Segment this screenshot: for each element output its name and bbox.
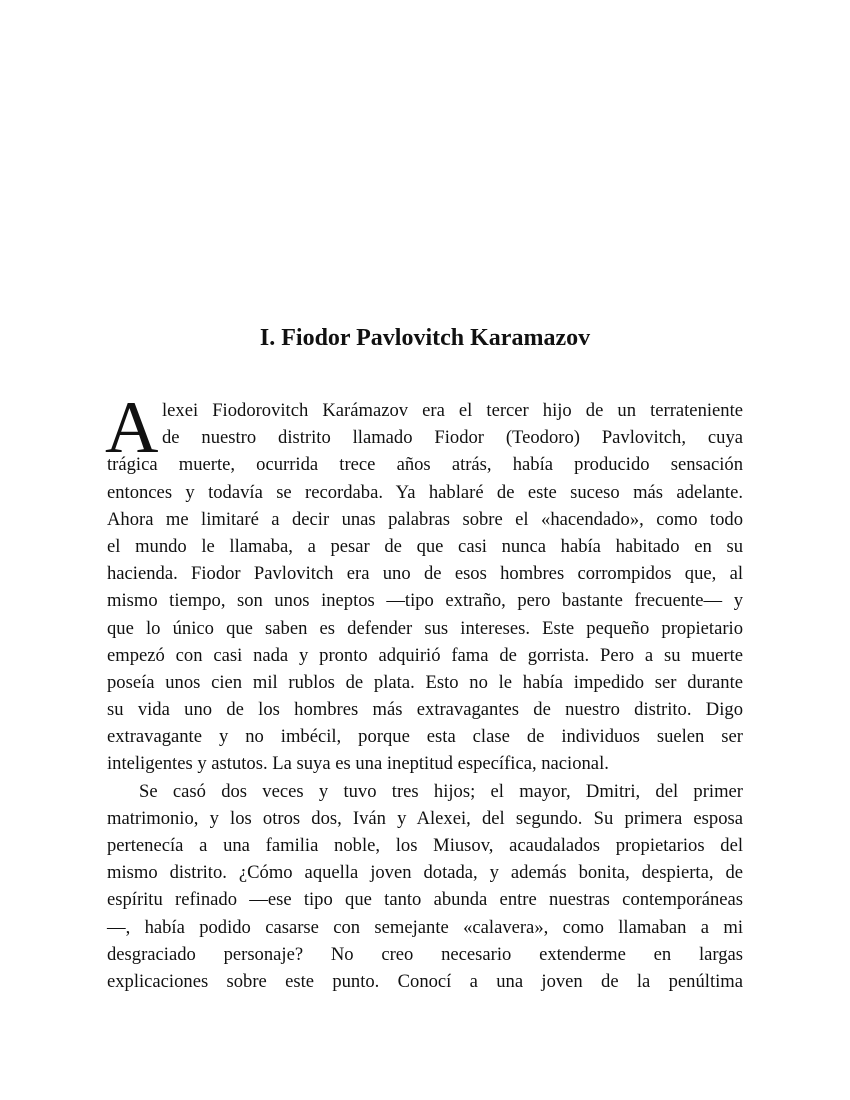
text-line: mismo distrito. ¿Cómo aquella joven dotada, y además bonita, despierta, de: [107, 862, 743, 884]
text-line: empezó con casi nada y pronto adquirió fama de gorrista. Pero a su muerte: [107, 644, 743, 666]
text-line: trágica muerte, ocurrida trece años atrás, había producido sensación: [107, 454, 743, 476]
text-line: poseía unos cien mil rublos de plata. Esto no le había impedido ser durante: [107, 671, 743, 693]
text-line: pertenecía a una familia noble, los Miusov, acaudalados propietarios del: [107, 835, 743, 856]
text-line: inteligentes y astutos. La suya es una ineptitud específica, nacional.: [107, 753, 609, 775]
text-line: hacienda. Fiodor Pavlovitch era uno de esos hombres corrompidos que, al: [107, 563, 743, 585]
chapter-body: [105, 387, 743, 995]
text-line: mismo tiempo, son unos ineptos —tipo extraño, pero bastante frecuente— y: [107, 590, 743, 612]
text-line: desgraciado personaje? No creo necesario extenderme en largas: [107, 943, 743, 965]
text-line: que lo único que saben es defender sus intereses. Este pequeño propietario: [107, 617, 743, 639]
text-line: Se casó dos veces y tuvo tres hijos; el mayor, Dmitri, del primer: [139, 780, 743, 802]
chapter-title: I. Fiodor Pavlovitch Karamazov: [259, 325, 591, 351]
text-line: Ahora me limitaré a decir unas palabras sobre el «hacendado», como todo: [107, 508, 743, 530]
text-line: matrimonio, y los otros dos, Iván y Alexei, del segundo. Su primera esposa: [107, 807, 743, 829]
text-line: extravagante y no imbécil, porque esta clase de individuos suelen ser: [107, 726, 743, 748]
text-line: entonces y todavía se recordaba. Ya hablaré de este suceso más adelante.: [107, 481, 743, 503]
paragraph-1: [105, 387, 743, 778]
text-line: —, había podido casarse con semejante «calavera», como llamaban a mi: [107, 916, 743, 938]
text-line: el mundo le llamaba, a pesar de que casi nunca había habitado en su: [107, 535, 743, 557]
text-line: espíritu refinado —ese tipo que tanto abunda entre nuestras contemporáneas: [107, 889, 743, 911]
drop-cap: A: [105, 387, 159, 469]
text-line: su vida uno de los hombres más extravagantes de nuestro distrito. Digo: [107, 699, 743, 721]
text-line: lexei Fiodorovitch Karámazov era el tercer hijo de un terrateniente: [162, 400, 743, 421]
paragraph-2: [107, 778, 743, 996]
text-line: explicaciones sobre este punto. Conocí a una joven de la penúltima: [107, 970, 743, 992]
text-line: de nuestro distrito llamado Fiodor (Teodoro) Pavlovitch, cuya: [162, 427, 743, 449]
